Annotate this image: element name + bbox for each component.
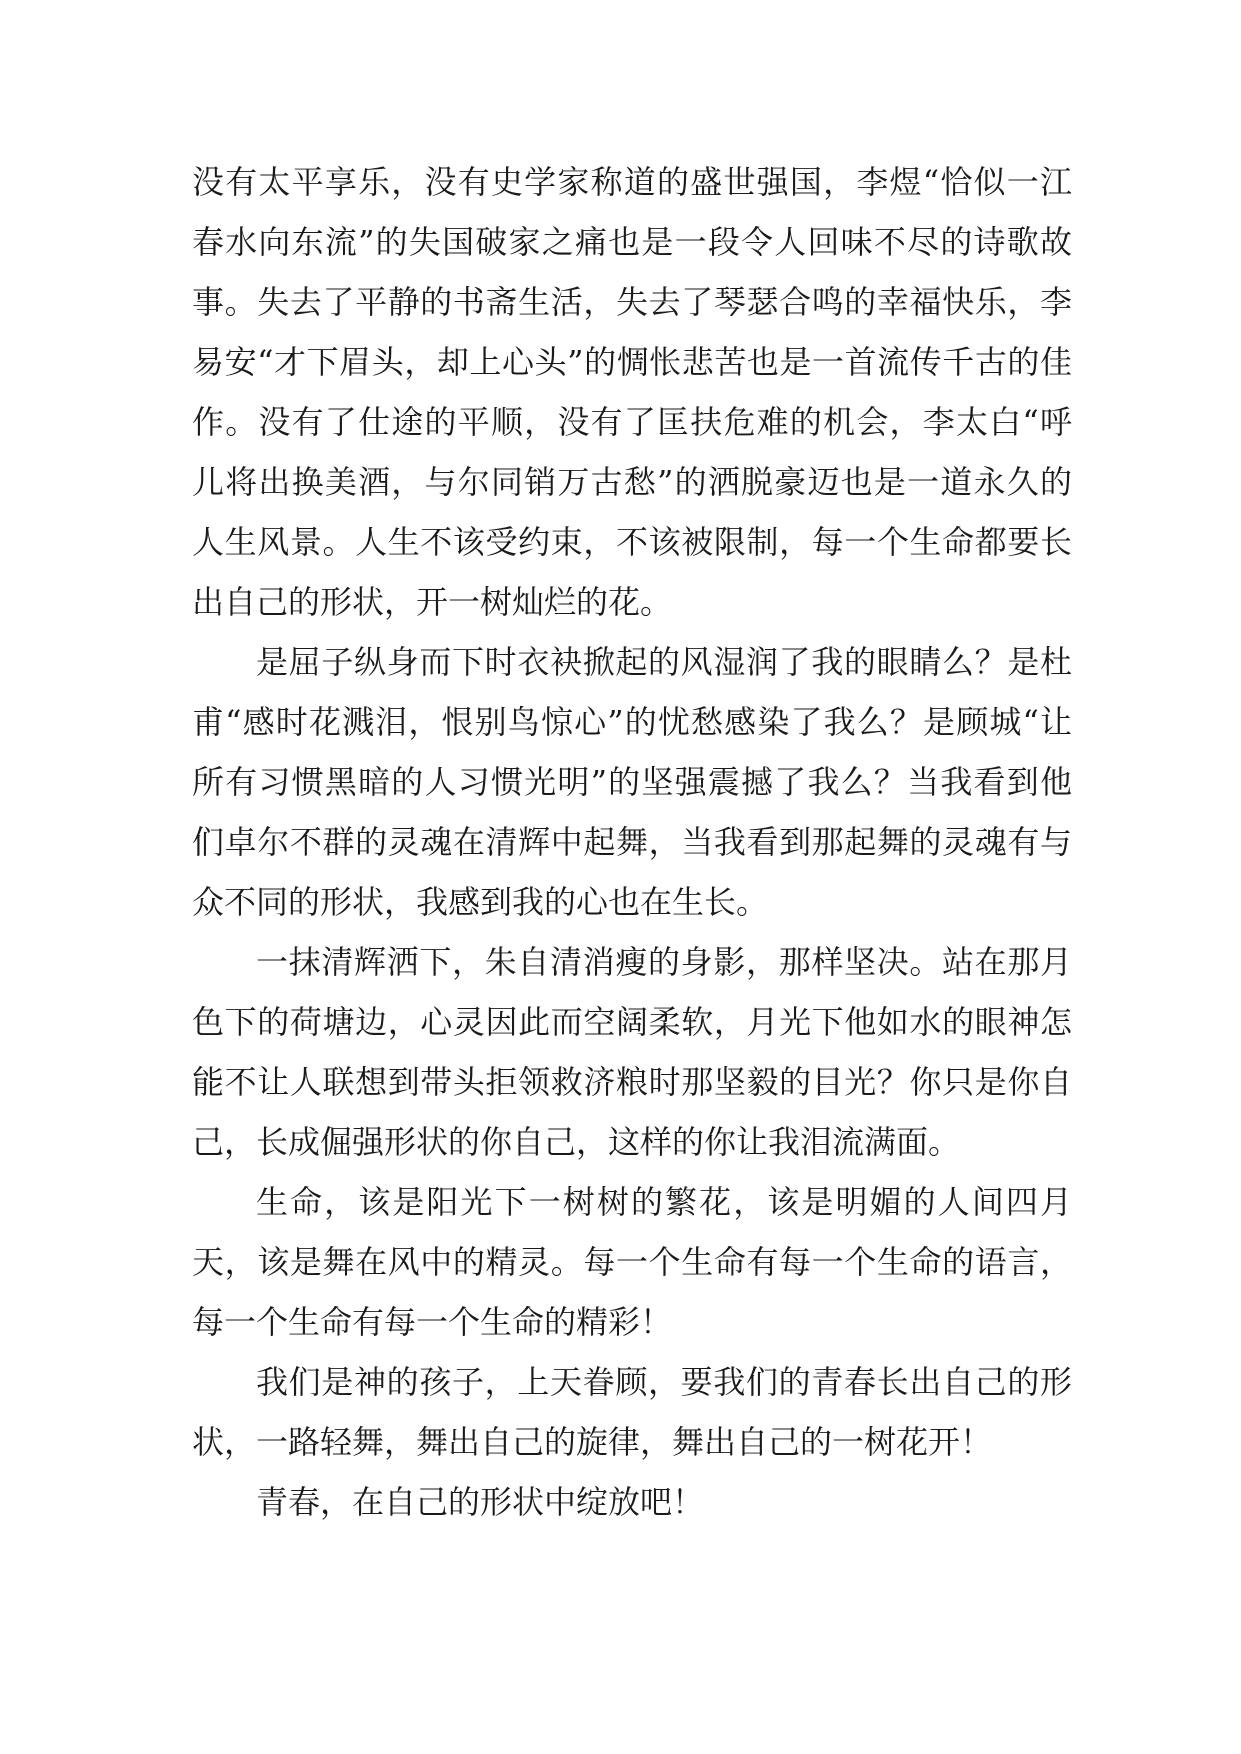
paragraph-3: 一抹清辉洒下，朱自清消瘦的身影，那样坚决。站在那月色下的荷塘边，心灵因此而空阔柔软，月光下他如水的眼神怎能不让人联想到带头拒领救济粮时那坚毅的目光？你只是你自己，长成倔强形状的你自己，这样的你让我泪流满面。 <box>192 943 1072 1161</box>
paragraph-2: 是屈子纵身而下时衣袂掀起的风湿润了我的眼睛么？是杜甫“感时花溅泪，恨别鸟惊心”的忧愁感染了我么？是顾城“让所有习惯黑暗的人习惯光明”的坚强震撼了我么？当我看到他们卓尔不群的灵魂在清辉中起舞，当我看到那起舞的灵魂有与众不同的形状，我感到我的心也在生长。 <box>192 643 1072 921</box>
paragraph-4: 生命，该是阳光下一树树的繁花，该是明媚的人间四月天，该是舞在风中的精灵。每一个生命有每一个生命的语言，每一个生命有每一个生命的精彩！ <box>192 1183 1072 1341</box>
paragraph-6: 青春，在自己的形状中绽放吧！ <box>256 1483 705 1521</box>
essay-body <box>192 152 1072 1532</box>
paragraph-1: 没有太平享乐，没有史学家称道的盛世强国，李煜“恰似一江春水向东流”的失国破家之痛也是一段令人回味不尽的诗歌故事。失去了平静的书斋生活，失去了琴瑟合鸣的幸福快乐，李易安“才下眉头，却上心头”的惆怅悲苦也是一首流传千古的佳作。没有了仕途的平顺，没有了匡扶危难的机会，李太白“呼儿将出换美酒，与尔同销万古愁”的洒脱豪迈也是一道永久的人生风景。人生不该受约束，不该被限制，每一个生命都要长出自己的形状，开一树灿烂的花。 <box>192 163 1072 621</box>
paragraph-5: 我们是神的孩子，上天眷顾，要我们的青春长出自己的形状，一路轻舞，舞出自己的旋律，舞出自己的一树花开！ <box>192 1363 1072 1461</box>
